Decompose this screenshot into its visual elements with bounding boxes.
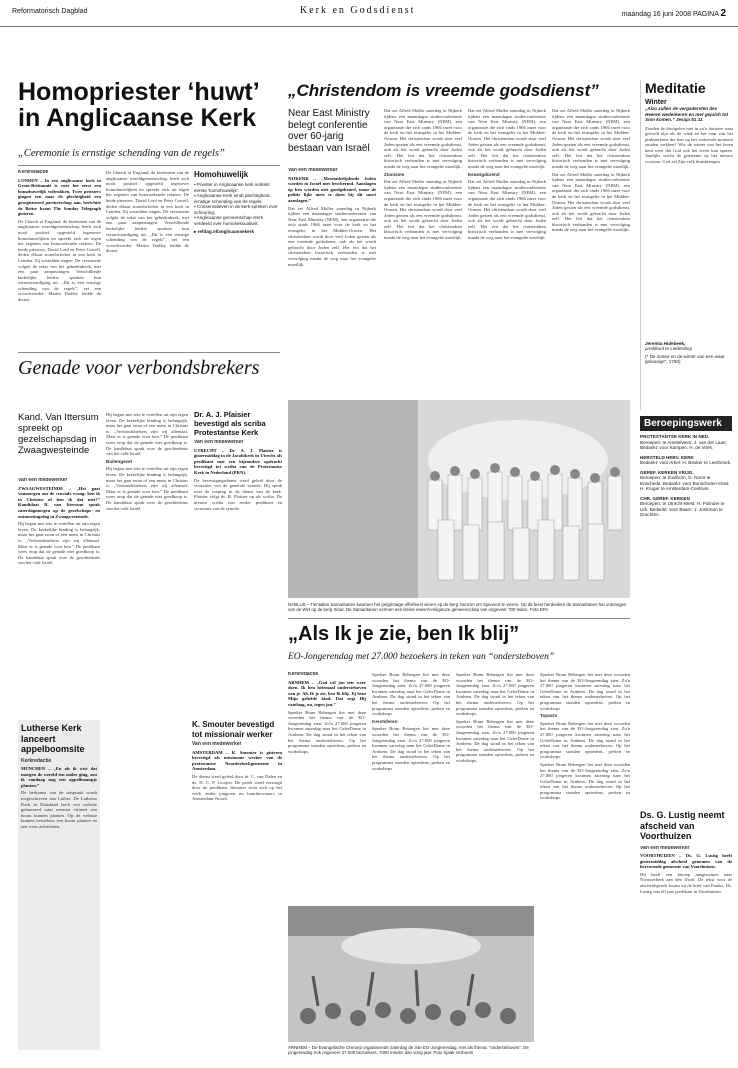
- article1-col2: [106, 170, 189, 350]
- article7-lead: ARNHEM – „God wil jou iets weer doen. Ik ben helemaal ondersteboven van je. Als Ik je zie, ben Ik blij. Jij bent Mijn geliefde kind. Dat zegt Hij vandaag, nu, tegen jou.”: [288, 679, 366, 707]
- article1-headline: Homopriester ‘huwt’ in Anglicaanse Kerk: [18, 78, 259, 132]
- article1-kicker: Kerkredactie: [18, 170, 49, 175]
- article1-body-cont: De Church of England, de hoeksteen van de anglicaanse wereldgemeenschap, heeft zich nooit positief opgesteld tegenover homohuwelijken en spreekt zich uit tegen het zegenen van homoseksuele relaties. De beide priesters, David Lord en Peter Cowell, deden elkaar trouwbeloften in een kerk in Londen. Zij wisselden ringen. De ceremonie volgde de tekst van het gebedenboek, met een paar aanpassingen. Verschillende kerkelijke leiders spraken hun verontwaardiging uit. „Dit is een ernstige schending van de regels”, zei een woordvoerder. Martin Dudley leidde de dienst.: [106, 170, 189, 254]
- article7-body: Spreker Bram Rebergen liet met deze woorden het thema van de EO-Jongerendag zien. Zo'n 27.000 jongeren kwamen zaterdag naar het GelreDome in Arnhem. De dag stond in het teken van het thema ondersteboven. Op het programma stonden optredens, preken en workshops.: [288, 709, 366, 754]
- article2-teaser: Near East Ministry belegt conferentie over 60-jarig bestaan van Israël: [288, 108, 370, 154]
- article3-lead: ZWAAGWESTEINDE – „Het gaat vanmorgen om de cruciale vraag: ben ik in Christus of ben ik dat niet?” Kandidaat R. van Ittersum sprak zaterdagmorgen op de gezelschaps- en ontmoetingsdag in Zwaagwesteinde.: [18, 485, 100, 519]
- samaritans-caption: NABLUS – Tientallen Samaritanen kwamen het pelgrimage-offerfeest vieren op de berg Gerizim om Sjavoeot te vieren. Op dit feest herdenken de Samaritanen het ontvangen van de Wet op de berg Sinaï. De Samaritanen vormen een kleine etnisch-religieuze gemeenschap van ongeveer 700 leden. Foto EPA: [288, 602, 627, 613]
- infobox-link[interactable]: ▸ refdag.nl/anglicaansekerk: [194, 229, 255, 234]
- article2-body: Dat zei Alfred Muller zaterdag in Nijkerk tijdens een maandagse studieconferentie van Near East Ministry (NEM), een organisatie die zich sinds 1966 inzet voor de kerk en het evangelie in het Midden-Oosten. Het christendom wordt door veel Joden gezien als een vreemde godsdienst, ook als het wordt gebracht door Joden zelf. Het feit dat het christendom historisch verbonden is met vervolging maakt de weg naar het evangelie moeilijk.: [288, 205, 376, 267]
- article7-kicker: Kerkredactie: [288, 672, 319, 677]
- article5-text: [21, 759, 97, 830]
- photo-crowd-graphic: [288, 400, 630, 598]
- eo-jongerendag-photo: [288, 906, 534, 1042]
- article7-col3: Spreker Bram Rebergen liet met deze woorden het thema van de EO-Jongerendag zien. Zo'n 27.000 jongeren kwamen zaterdag naar het GelreDome in Arnhem. De dag stond in het teken van het thema ondersteboven. Op het programma stonden optredens, preken en workshops. Spreker Bram Rebergen liet met deze woorden het thema van de EO-Jongerendag zien. Zo'n 27.000 jongeren kwamen zaterdag naar het GelreDome in Arnhem. De dag stond in het teken van het thema ondersteboven. Op het programma stonden optredens, preken en workshops.: [456, 672, 534, 763]
- article7-col2: Spreker Bram Rebergen liet met deze woorden het thema van de EO-Jongerendag zien. Zo'n 27.000 jongeren kwamen zaterdag naar het GelreDome in Arnhem. De dag stond in het teken van het thema ondersteboven. Op het programma stonden optredens, preken en workshops. Kerstsferen Spreker Bram Rebergen liet met deze woorden het thema van de EO-Jongerendag zien. Zo'n 27.000 jongeren kwamen zaterdag naar het GelreDome in Arnhem. De dag stond in het teken van het thema ondersteboven. Op het programma stonden optredens, preken en workshops.: [372, 672, 450, 771]
- article8-lead: VOORTHUIZEN – Ds. G. Lustig heeft gistermiddag afscheid genomen van de hervormde gemeente van Voorthuizen.: [640, 853, 732, 870]
- meditatie-author: Jeremia Hidebeek,: [645, 340, 686, 346]
- article6-box: [106, 720, 282, 1050]
- article4-lead: UTRECHT – Dr. A. J. Plaisier is gistermiddag in de Jacobikerk in Utrecht als predikant met een bijzondere opdracht bevestigd tot scriba van de Protestantse Kerk in Nederland (PKN).: [194, 447, 282, 475]
- article2-col3: Dat zei Alfred Muller zaterdag in Nijkerk tijdens een maandagse studieconferentie van Near East Ministry (NEM), een organisatie die zich sinds 1966 inzet voor de kerk en het evangelie in het Midden-Oosten. Het christendom wordt door veel Joden gezien als een vreemde godsdienst, ook als het wordt gebracht door Joden zelf. Het feit dat het christendom historisch verbonden is met vervolging maakt de weg naar het evangelie moeilijk. Eeuwigdurend Dat zei Alfred Muller zaterdag in Nijkerk tijdens een maandagse studieconferentie van Near East Ministry (NEM), een organisatie die zich sinds 1966 inzet voor de kerk en het evangelie in het Midden-Oosten. Het christendom wordt door veel Joden gezien als een vreemde godsdienst, ook als het wordt gebracht door Joden zelf. Het feit dat het christendom historisch verbonden is met vervolging maakt de weg naar het evangelie moeilijk.: [468, 108, 546, 241]
- photo-credit: Foto EPA: [529, 607, 549, 613]
- article3-col1: [18, 478, 100, 708]
- article7-subhead2: Topacts: [540, 713, 558, 719]
- page-number: 2: [720, 8, 726, 19]
- meditatie-verse: „Alzo zullen de vergadersten des Heeren wederkeren en met gejuich tot Sion komen.” Jesaja 51:11: [645, 106, 728, 122]
- page-info: [622, 8, 726, 19]
- meditatie-box: [640, 80, 733, 410]
- article3-col2: Hij begon met iets te vertellen uit zijn eigen leven. De kerkelijke binding is belangrijk, maar het gaat erom of een mens in Christus is. „Verbondsbrekers zijn wij allemaal. Maar er is genade voor hen.” De predikant wees erop dat de genade niet goedkoop is. De kandidaat sprak over de geschiedenis van het volk Israël. Buitengezet Hij begon met iets te vertellen uit zijn eigen leven. De kerkelijke binding is belangrijk, maar het gaat erom of een mens in Christus is. „Verbondsbrekers zijn wij allemaal. Maar er is genade voor hen.” De predikant wees erop dat de genade niet goedkoop is. De kandidaat sprak over de geschiedenis van het volk Israël.: [106, 412, 188, 511]
- article7-subhead1: Kerstsferen: [372, 718, 398, 724]
- article8-text: [640, 846, 732, 1046]
- article3-subhead: Buitengezet: [106, 458, 133, 464]
- article5-body: De herkomst van de uitspraak wordt toegeschreven aan Luther. De Lutherse Kerk in Duitsland heeft een website gelanceerd waar mensen virtueel een boom kunnen planten. Op de website kunnen bezoekers een boom planten en een wens achterlaten.: [21, 790, 97, 830]
- article5-kicker: Kerkredactie: [21, 757, 52, 764]
- beroepingswerk-section: PROTESTANTSE KERK IN NED. Beroepen: te Amstelveen: J. van der Laan; Bedankt: voor Kampen: H. de Vries. HERSTELD HERV. KERK Bedankt: voor Arkel: H. Beuker te Leerbroek. GEREF. KERKEN VRIJG. Beroepen: te Zuidhorn, D. Noort te Enschede. Bedankt: voor Bunschoten-Oost: H. Kruger te Amsterdam-Centrum. CHR. GEREF. KERKEN Beroepen: te Utrecht-West: H. Polinder te Urk. Bedankt: voor Baarn: J. Jonkman te Drachten.: [640, 434, 732, 517]
- article4-kicker: Van een medewerker: [194, 440, 244, 445]
- article6-kicker: Van een medewerker: [192, 741, 242, 747]
- infobox-item: ▪ Priester in Anglicaanse kerk voltrekt eerste 'homohuwelijk'.: [194, 182, 270, 193]
- photo2-credit: Foto Sjaak Verboom: [433, 1050, 474, 1056]
- infobox-item: ▪ Anglicaanse gemeenschap sterk verdeeld over homoseksualiteit.: [194, 215, 264, 226]
- article1-col1: [18, 170, 101, 350]
- article3-teaser: Kand. Van Ittersum spreekt op gezelschapsdag in Zwaagwesteinde: [18, 412, 99, 456]
- article2-col1: [288, 168, 376, 396]
- infobox-item: ▪ Conservatieven in de kerk spreken over scheuring.: [194, 204, 278, 215]
- article4-body: De bevestigingsdienst werd geleid door de voorzitter van de generale synode. Hij sprak over de roeping in de dienst van de kerk. Plaisier volgt ds. B. Plaisier op als scriba. De nieuwe scriba was eerder predikant en secretaris van de synode.: [194, 477, 282, 511]
- article7-col1: [288, 672, 366, 902]
- article7-subhead: EO-Jongerendag met 27.000 bezoekers in teken van “ondersteboven”: [288, 652, 555, 662]
- article2-headline: „Christendom is vreemde godsdienst”: [288, 81, 599, 100]
- article2-col2: Dat zei Alfred Muller zaterdag in Nijkerk tijdens een maandagse studieconferentie van Near East Ministry (NEM), een organisatie die zich sinds 1966 inzet voor de kerk en het evangelie in het Midden-Oosten. Het christendom wordt door veel Joden gezien als een vreemde godsdienst, ook als het wordt gebracht door Joden zelf. Het feit dat het christendom historisch verbonden is met vervolging maakt de weg naar het evangelie moeilijk. Zionisme Dat zei Alfred Muller zaterdag in Nijkerk tijdens een maandagse studieconferentie van Near East Ministry (NEM), een organisatie die zich sinds 1966 inzet voor de kerk en het evangelie in het Midden-Oosten. Het christendom wordt door veel Joden gezien als een vreemde godsdienst, ook als het wordt gebracht door Joden zelf. Het feit dat het christendom historisch verbonden is met vervolging maakt de weg naar het evangelie moeilijk.: [384, 108, 462, 241]
- article2-kicker: Van een medewerker: [288, 168, 338, 173]
- article6-lead: AMSTERDAM – K. Smouter is gisteren bevestigd als missionair werker van de protestantse Noorderkerkgemeente in Amsterdam.: [192, 749, 282, 772]
- article1-subhead: „Ceremonie is ernstige schending van de regels”: [18, 148, 225, 159]
- article8-headline: Ds. G. Lustig neemt afscheid van Voorthuizen: [640, 810, 725, 841]
- article8-body: Hij heeft een beroep aangenomen naar Nieuwerkerk aan den IJssel. De tekst voor de afscheidspreek kwam uit de brief van Paulus. Ds. Lustig was elf jaar predikant in Voorthuizen.: [640, 871, 732, 894]
- article4-box: [194, 410, 282, 710]
- eo-caption: ARNHEM – De Evangelische Omroep organiseerde zaterdag de 34e EO-Jongerendag, met als thema: “ondersteboven”. De jongerendag trok ongeveer 27.000 bezoekers, 7000 minder dan vorig jaar. Foto Sjaak Verboom: [288, 1045, 529, 1056]
- article3-kicker: Van een medewerker: [18, 478, 68, 483]
- infobox-list: [194, 182, 280, 235]
- article1-infobox: [194, 170, 280, 345]
- article2-lead: NIJKERK – „Messiasbelijdende Joden worden in Israël niet beschermd. Aanslagen op hen worden niet goedgekeurd, maar de politie lijkt niets te doen bij dit soort aanslagen.”: [288, 175, 376, 203]
- article8-kicker: Van een medewerker: [640, 845, 690, 851]
- article4-headline: Dr. A. J. Plaisier bevestigd als scriba Protestantse Kerk: [194, 410, 266, 437]
- meditatie-title: Meditatie: [645, 80, 706, 96]
- page-label: PAGINA: [692, 11, 719, 18]
- infobox-item: ▪ Anglicaanse Kerk eindt plechtigheid, ernstige schending van de regels.: [194, 193, 271, 204]
- article7-headline: „Als Ik je zie, ben Ik blij”: [288, 623, 520, 645]
- article3-headline: Genade voor verbondsbrekers: [18, 357, 260, 379]
- article5-box: [18, 720, 100, 1050]
- infobox-title: Homohuwelijk: [194, 170, 249, 179]
- meditatie-subtitle: Winter: [645, 99, 667, 106]
- article8-box: [640, 810, 732, 1060]
- article2-subhead-zionisme: Zionisme: [384, 171, 405, 177]
- meditatie-footnote: (* De zomer en de winter van een waar geloovige”, 1750): [645, 353, 725, 364]
- meditatie-author-role: predikant te Leiderdorp: [645, 346, 693, 351]
- article6-headline: K. Smouter bevestigd tot missionair werker: [192, 720, 275, 739]
- article6-text: [192, 742, 282, 802]
- article4-text: [194, 440, 282, 700]
- photo-stage-graphic: [288, 906, 534, 1042]
- newspaper-name: Reformatorisch Dagblad: [12, 8, 88, 15]
- article3-body: Hij begon met iets te vertellen uit zijn eigen leven. De kerkelijke binding is belangrijk, maar het gaat erom of een mens in Christus is. „Verbondsbrekers zijn wij allemaal. Maar er is genade voor hen.” De predikant wees erop dat de genade niet goedkoop is. De kandidaat sprak over de geschiedenis van het volk Israël.: [18, 521, 100, 566]
- article5-headline: Lutherse Kerk lanceert appelboomsite: [21, 723, 85, 754]
- article7-col4: Spreker Bram Rebergen liet met deze woorden het thema van de EO-Jongerendag zien. Zo'n 27.000 jongeren kwamen zaterdag naar het GelreDome in Arnhem. De dag stond in het teken van het thema ondersteboven. Op het programma stonden optredens, preken en workshops. Topacts Spreker Bram Rebergen liet met deze woorden het thema van de EO-Jongerendag zien. Zo'n 27.000 jongeren kwamen zaterdag naar het GelreDome in Arnhem. De dag stond in het teken van het thema ondersteboven. Op het programma stonden optredens, preken en workshops. Spreker Bram Rebergen liet met deze woorden het thema van de EO-Jongerendag zien. Zo'n 27.000 jongeren kwamen zaterdag naar het GelreDome in Arnhem. De dag stond in het teken van het thema ondersteboven. Op het programma stonden optredens, preken en workshops.: [540, 672, 630, 801]
- beroepingswerk-box: [640, 416, 732, 806]
- article2-subhead-eeuwig: Eeuwigdurend: [468, 171, 500, 177]
- article5-lead: MÜNCHEN – „En als ik wist dat morgen de wereld ten onder ging, zou ik vandaag nog een appelboompje planten.”: [21, 766, 97, 788]
- article1-body: De Church of England, de hoeksteen van de anglicaanse wereldgemeenschap, heeft zich nooit positief opgesteld tegenover homohuwelijken en spreekt zich uit tegen het zegenen van homoseksuele relaties. De beide priesters, David Lord en Peter Cowell, deden elkaar trouwbeloften in een kerk in Londen. Zij wisselden ringen. De ceremonie volgde de tekst van het gebedenboek, met een paar aanpassingen. Verschillende kerkelijke leiders spraken hun verontwaardiging uit. „Dit is een ernstige schending van de regels”, zei een woordvoerder. Martin Dudley leidde de dienst.: [18, 218, 101, 303]
- article2-col4: Dat zei Alfred Muller zaterdag in Nijkerk tijdens een maandagse studieconferentie van Near East Ministry (NEM), een organisatie die zich sinds 1966 inzet voor de kerk en het evangelie in het Midden-Oosten. Het christendom wordt door veel Joden gezien als een vreemde godsdienst, ook als het wordt gebracht door Joden zelf. Het feit dat het christendom historisch verbonden is met vervolging maakt de weg naar het evangelie moeilijk. Dat zei Alfred Muller zaterdag in Nijkerk tijdens een maandagse studieconferentie van Near East Ministry (NEM), een organisatie die zich sinds 1966 inzet voor de kerk en het evangelie in het Midden-Oosten. Het christendom wordt door veel Joden gezien als een vreemde godsdienst, ook als het wordt gebracht door Joden zelf. Het feit dat het christendom historisch verbonden is met vervolging maakt de weg naar het evangelie moeilijk.: [552, 108, 630, 233]
- samaritans-photo: [288, 400, 630, 598]
- article1-lead: LONDEN – In een anglicaanse kerk in Groot-Brittannië is voor het eerst een homohuwelijk voltrokken. Twee priesters gingen een naar de plechtigheid een geregistreerd partnerschap aan, berichtte de Britse krant The Sunday Telegraph gisteren.: [18, 177, 101, 217]
- date: maandag 16 juni 2008: [621, 11, 691, 18]
- beroepingswerk-title: Beroepingswerk: [640, 416, 732, 431]
- meditatie-body: Zouden de discipelen niet in zo'n duistere staat geloofd zijn als de wind en het vuur van het pinksterfeest die hen op het verkeerde moment zouden wekken? Wie de winter van het leven kent weet dat God ook het leven kan sparen. Jaarlijks wacht de gemeente op het nieuwe voorjaar. God zal Zijn volk thuisbrengen.: [645, 125, 733, 165]
- article6-body: De dienst werd geleid door dr. C. van Dalen en ds. D. C. P. Looijen. De preek werd verzorgd door de predikant. Smouter richt zich op het werk onder jongeren en buurtbewoners in Amsterdam-Noord.: [192, 773, 282, 802]
- section-title: Kerk en Godsdienst: [300, 5, 416, 16]
- masthead: [0, 0, 738, 27]
